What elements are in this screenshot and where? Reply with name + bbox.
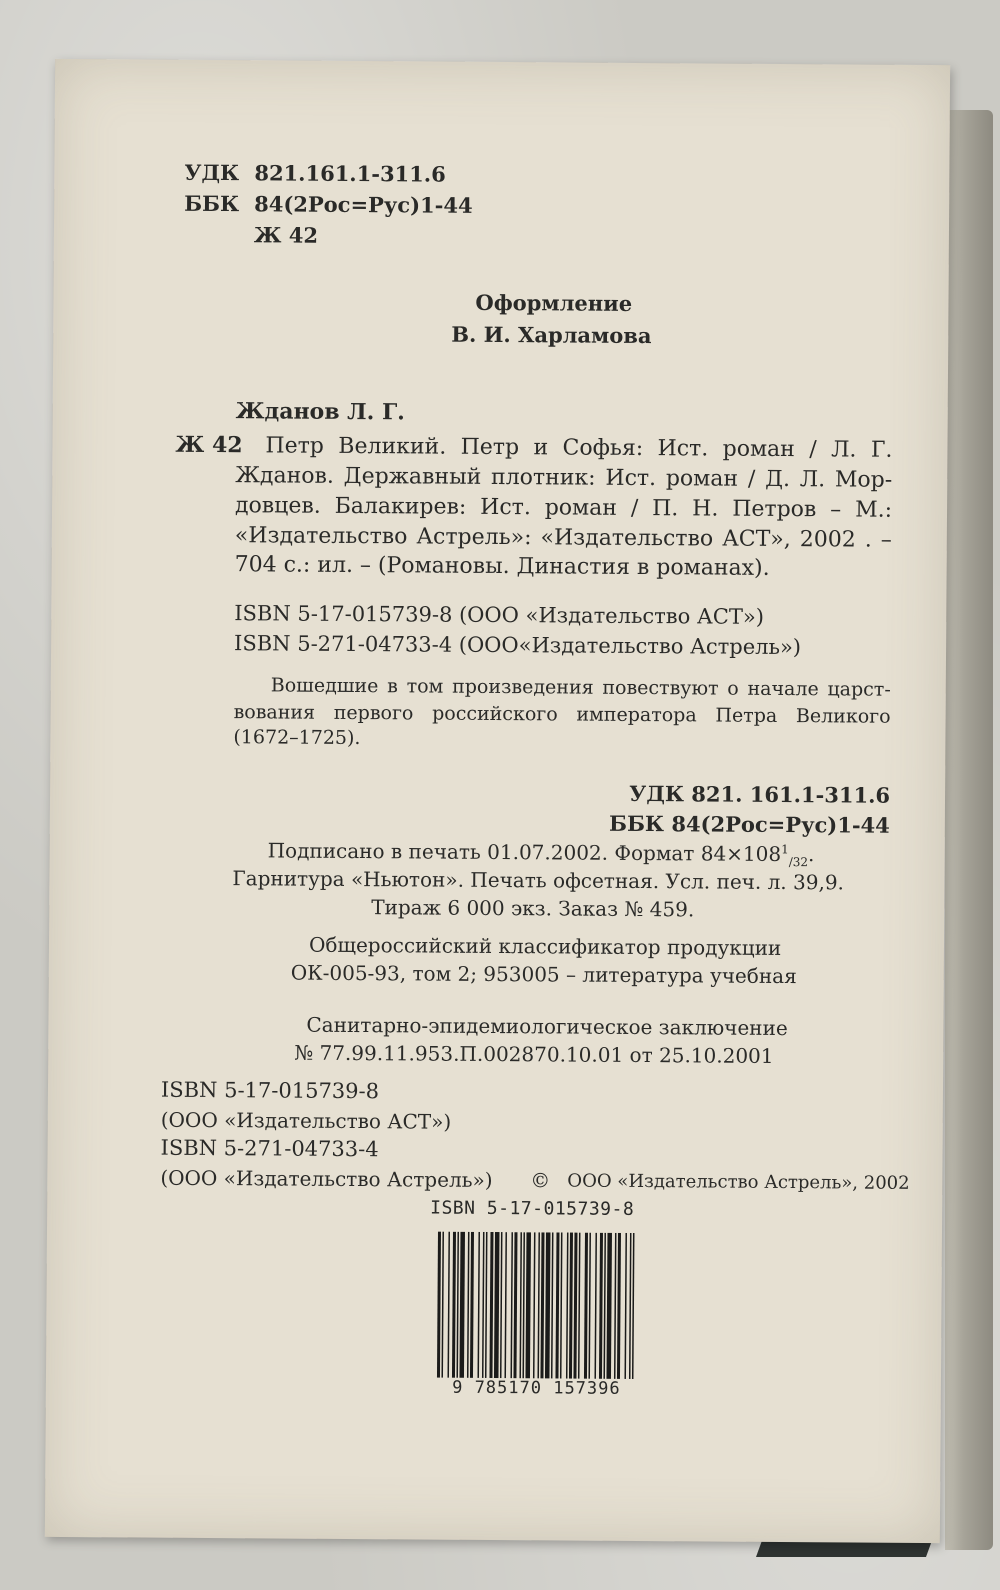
bbk-value: 84(2Рос=Рус)1-44 (254, 191, 473, 218)
barcode-bar (489, 1232, 493, 1382)
barcode-bar (482, 1232, 485, 1382)
barcode-bar (504, 1232, 507, 1382)
barcode-bar (437, 1232, 441, 1382)
barcode-bar (555, 1232, 559, 1382)
isbn-barcode (429, 1197, 645, 1403)
barcode-bar (614, 1233, 617, 1383)
typeface-line: Гарнитура «Ньютон». Печать офсетная. Усл. печ. л. 39,9. (232, 866, 845, 895)
print-run: Тираж 6 000 экз. Заказ № 459. (371, 895, 695, 922)
catalog-isbn-astrel: ISBN 5-271-04733-4 (ООО«Издательство Астрель») (234, 631, 802, 660)
catalog-line-5: 704 с.: ил. – (Романовы. Династия в романах). (234, 552, 770, 581)
barcode-bar (494, 1232, 500, 1382)
udk-bottom: УДК 821. 161.1-311.6 (629, 780, 891, 808)
classifier-line-2: ОК-005-93, том 2; 953005 – литература учебная (290, 960, 797, 989)
author-mark: Ж 42 (253, 222, 319, 248)
book-page-edges (945, 110, 993, 1550)
barcode-bar (477, 1232, 480, 1382)
barcode-bar (588, 1233, 591, 1383)
barcode-bar (459, 1232, 465, 1382)
barcode-bar (632, 1233, 635, 1383)
signed-to-print (268, 838, 815, 869)
barcode-bar (510, 1232, 513, 1382)
barcode-bar (545, 1232, 551, 1382)
barcode-bar (584, 1233, 588, 1383)
barcode-bar (513, 1232, 517, 1382)
publisher-astrel: (ООО «Издательство Астрель») (160, 1165, 493, 1192)
barcode-bar (500, 1232, 503, 1382)
barcode-bar (485, 1232, 488, 1382)
copyright-text: ООО «Издательство Астрель», 2002 (567, 1170, 910, 1194)
barcode-bar (599, 1233, 603, 1383)
barcode-bar (519, 1232, 522, 1382)
barcode-bar (573, 1233, 577, 1383)
barcode-bar (467, 1232, 470, 1382)
udk-label: УДК (184, 159, 240, 186)
barcode-bar (569, 1233, 573, 1383)
design-label: Оформление (475, 289, 633, 316)
sanitary-line-2: № 77.99.11.953.П.002870.10.01 от 25.10.2001 (294, 1040, 774, 1068)
annotation-line-3: (1672–1725). (233, 726, 361, 750)
classifier-line-1: Общероссийский классификатор продукции (308, 932, 782, 960)
barcode-bars (429, 1232, 645, 1383)
catalog-line-4: «Издательство Астрель»: «Издательство АСТ», 2002 . – (234, 523, 892, 553)
isbn-astrel: ISBN 5-271-04733-4 (160, 1135, 379, 1162)
catalog-line-3: довцев. Балакирев: Ист. роман / П. Н. Петров – М.: (234, 493, 893, 523)
barcode-bar (606, 1233, 612, 1383)
barcode-digits: 9 785170 157396 (429, 1378, 644, 1400)
barcode-bar (456, 1232, 459, 1382)
copyright-page (45, 59, 950, 1543)
copyright-symbol: © (530, 1168, 551, 1193)
bbk-bottom: ББК 84(2Рос=Рус)1-44 (608, 810, 890, 838)
barcode-bar (533, 1232, 536, 1382)
barcode-bar (624, 1233, 627, 1383)
isbn-ast: ISBN 5-17-015739-8 (160, 1077, 380, 1104)
catalog-author: Жданов Л. Г. (235, 398, 405, 426)
barcode-bar (603, 1233, 606, 1383)
signed-suffix: . (808, 842, 815, 867)
barcode-bar (522, 1232, 525, 1382)
barcode-bar (560, 1232, 563, 1382)
bbk-label: ББК (184, 190, 240, 217)
signed-prefix: Подписано в печать 01.07.2002. Формат 84×108 (267, 838, 782, 866)
catalog-mark: Ж 42 (175, 431, 243, 459)
barcode-isbn-text: ISBN 5-17-015739-8 (430, 1197, 635, 1220)
barcode-bar (578, 1233, 581, 1383)
annotation-line-2: вования первого российского императора Петра Великого (233, 701, 891, 728)
barcode-bar (629, 1233, 632, 1383)
barcode-bar (617, 1233, 621, 1383)
barcode-bar (566, 1232, 569, 1382)
barcode-bar (551, 1232, 554, 1382)
catalog-line-1: Петр Великий. Петр и Софья: Ист. роман / Л. Г. (265, 433, 893, 463)
barcode-bar (525, 1232, 531, 1382)
catalog-line-2: Жданов. Державный плотник: Ист. роман / Д. Л. Мор- (235, 463, 893, 493)
sanitary-line-1: Санитарно-эпидемиологическое заключение (306, 1012, 788, 1041)
barcode-bar (452, 1232, 456, 1382)
barcode-bar (540, 1232, 544, 1382)
format-denominator: /32 (788, 855, 809, 870)
format-numerator: 1 (781, 842, 789, 857)
catalog-isbn-ast: ISBN 5-17-015739-8 (ООО «Издательство АСТ») (234, 601, 765, 629)
barcode-bar (594, 1233, 597, 1383)
designer-name: В. И. Харламова (451, 321, 652, 349)
publisher-ast: (ООО «Издательство АСТ») (160, 1107, 452, 1134)
barcode-bar (470, 1232, 474, 1382)
udk-value: 821.161.1-311.6 (254, 160, 446, 187)
barcode-bar (537, 1232, 540, 1382)
barcode-bar (441, 1232, 444, 1382)
annotation-line-1: Вошедшие в том произведения повествуют о начале царст- (270, 674, 891, 701)
barcode-bar (447, 1232, 450, 1382)
